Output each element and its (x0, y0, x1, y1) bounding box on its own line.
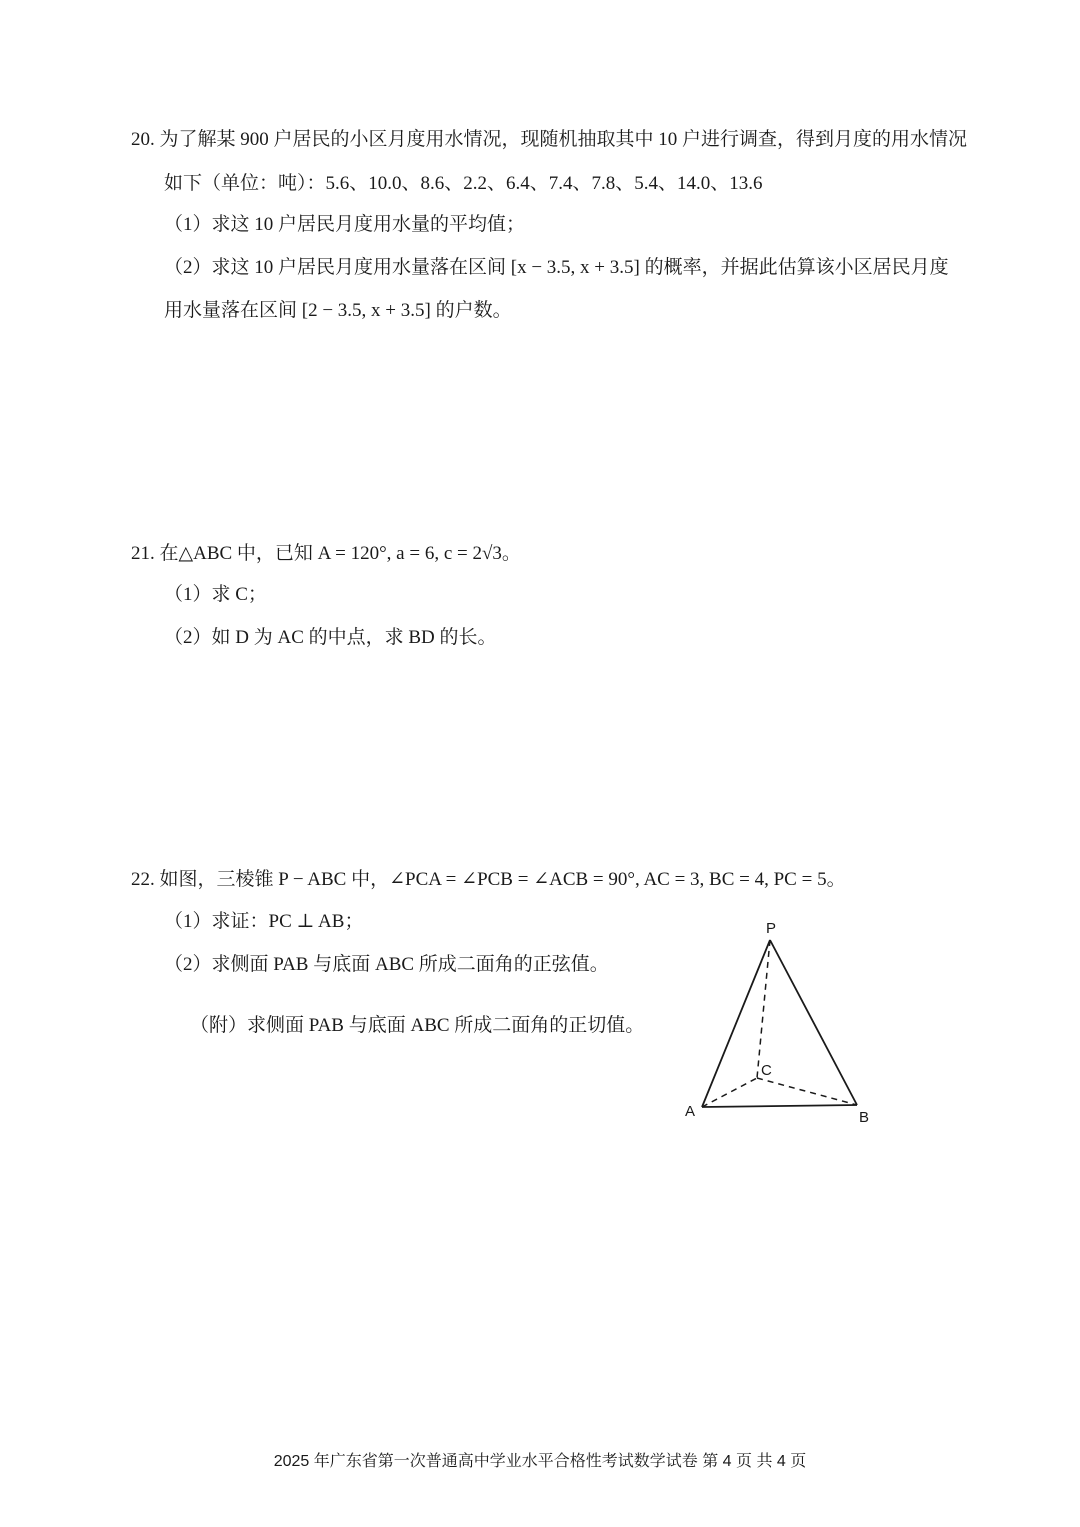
edge-PA (702, 940, 770, 1107)
edge-PB (770, 940, 857, 1105)
q22-number: 22. (131, 869, 155, 890)
q22-part2: （2）求侧面 PAB 与底面 ABC 所成二面角的正弦值。 (164, 954, 609, 975)
label-P: P (766, 920, 777, 937)
q22-appendix: （附）求侧面 PAB 与底面 ABC 所成二面角的正切值。 (190, 1015, 645, 1036)
q20-part2-line2: 用水量落在区间 [2 − 3.5, x + 3.5] 的户数。 (164, 300, 512, 321)
page-footer: 2025 年广东省第一次普通高中学业水平合格性考试数学试卷 第 4 页 共 4 页 (273, 1453, 807, 1470)
q20-number: 20. (131, 129, 155, 150)
q20-part1: （1）求这 10 户居民月度用水量的平均值； (164, 214, 526, 235)
q20-stem-text-1: 为了解某 900 户居民的小区月度用水情况，现随机抽取其中 10 户进行调查，得到月度的用水情况 (159, 129, 968, 150)
q21-part1: （1）求 C； (164, 584, 267, 605)
label-B: B (859, 1109, 870, 1126)
q20-part2-line1: （2）求这 10 户居民月度用水量落在区间 [x − 3.5, x + 3.5] 的概率，并据此估算该小区居民月度 (164, 257, 949, 278)
q21-stem-text: 在△ABC 中，已知 A = 120°, a = 6, c = 2√3。 (159, 543, 521, 564)
label-C: C (761, 1062, 772, 1079)
q21-number: 21. (131, 543, 155, 564)
edge-AB (702, 1105, 857, 1107)
q21-part2: （2）如 D 为 AC 的中点，求 BD 的长。 (164, 627, 497, 648)
label-A: A (685, 1103, 696, 1120)
q22-stem-text: 如图，三棱锥 P − ABC 中，∠PCA = ∠PCB = ∠ACB = 90°, AC = 3, BC = 4, PC = 5。 (159, 869, 846, 890)
q22-part1: （1）求证：PC ⊥ AB； (164, 911, 364, 932)
edge-AC-hidden (702, 1078, 757, 1107)
edge-BC-hidden (757, 1078, 857, 1105)
edge-PC-hidden (757, 940, 770, 1078)
q20-stem-line2: 如下（单位：吨）：5.6、10.0、8.6、2.2、6.4、7.4、7.8、5.4、14.0、13.6 (164, 173, 763, 194)
